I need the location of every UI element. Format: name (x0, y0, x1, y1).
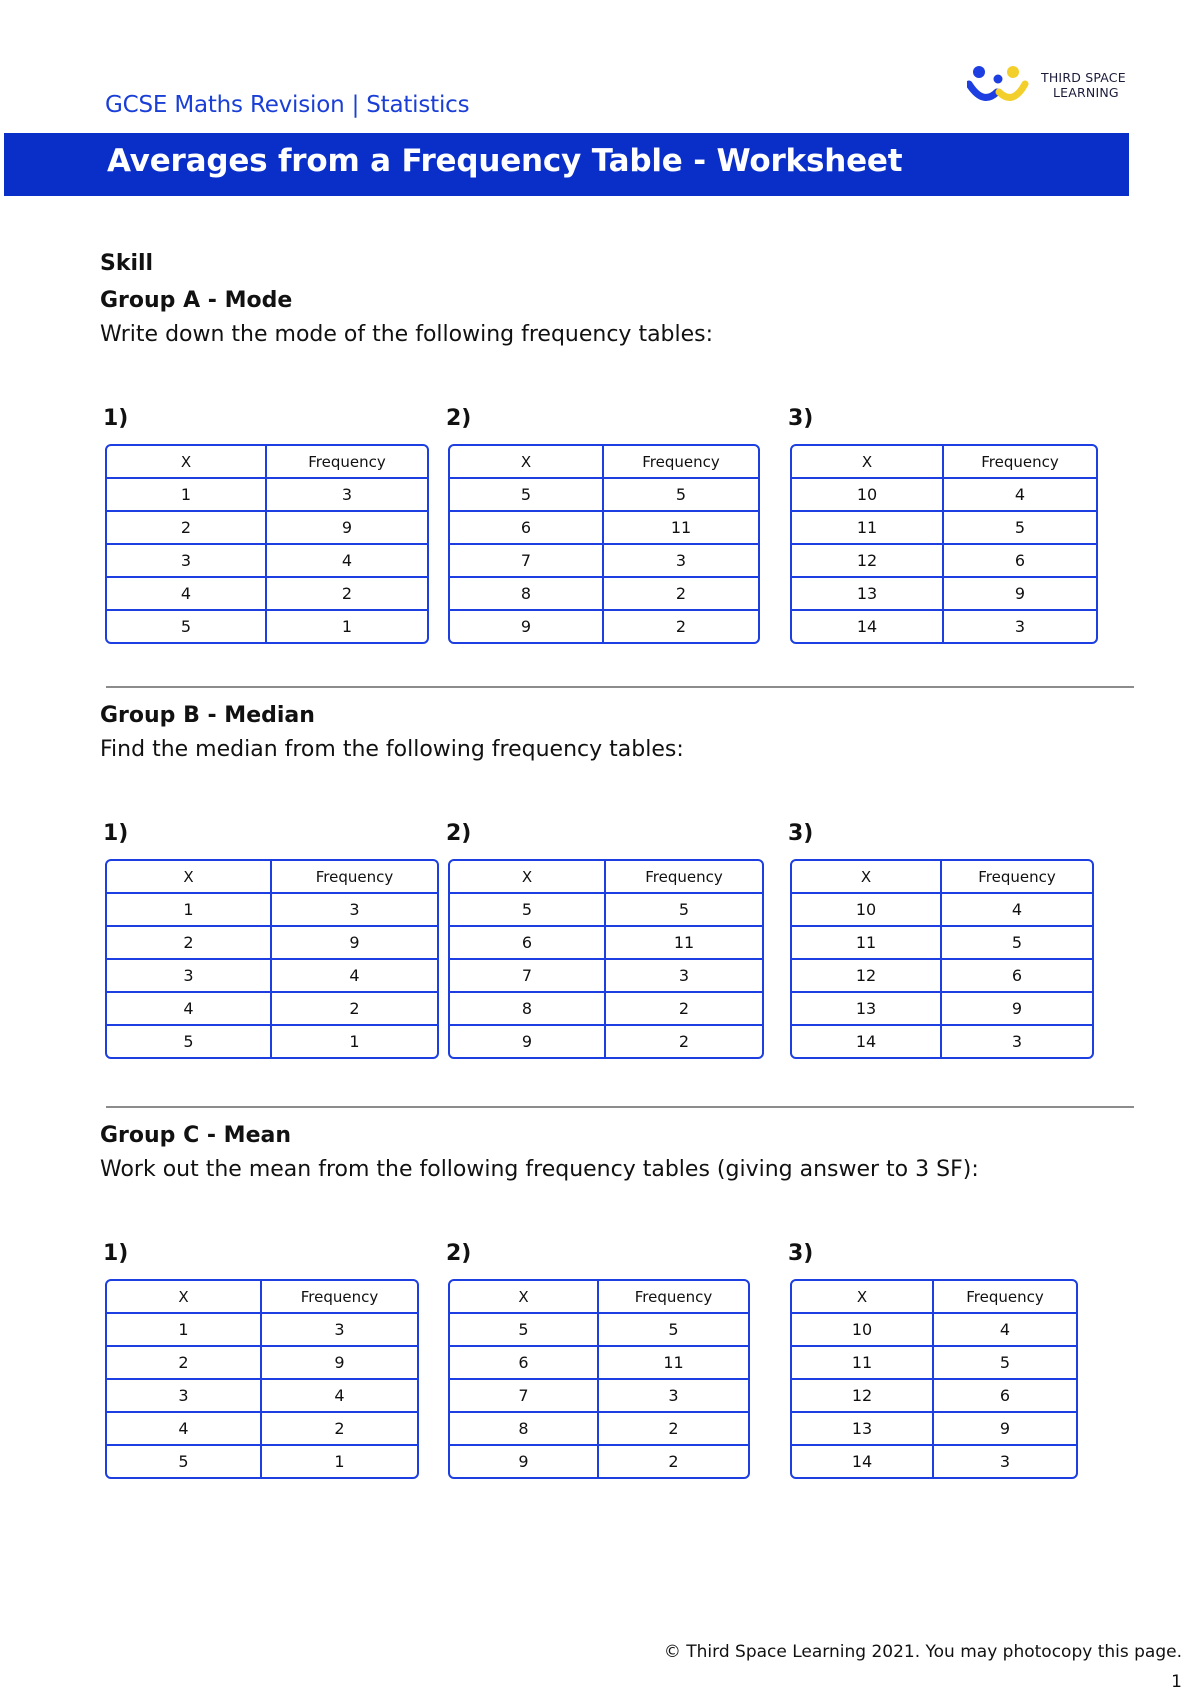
cell-frequency: 9 (944, 578, 1096, 611)
cell-frequency: 11 (599, 1347, 748, 1380)
cell-x: 12 (792, 545, 944, 578)
cell-frequency: 3 (267, 479, 427, 512)
cell-frequency: 9 (934, 1413, 1076, 1446)
page-number: 1 (1171, 1672, 1182, 1692)
cell-frequency: 9 (942, 993, 1092, 1026)
cell-x: 10 (792, 894, 942, 927)
cell-frequency: 4 (934, 1314, 1076, 1347)
cell-frequency: 1 (349, 1032, 360, 1051)
header-x: X (792, 861, 942, 894)
frequency-table (790, 1279, 1078, 1479)
page-title: Averages from a Frequency Table - Worksheet (107, 143, 903, 179)
group-b-section (100, 694, 1130, 1074)
cell-frequency: 4 (272, 960, 437, 993)
cell-x: 2 (107, 512, 267, 545)
frequency-table (105, 859, 439, 1059)
cell-frequency: 5 (934, 1347, 1076, 1380)
header-x: X (107, 861, 272, 894)
cell-frequency: 9 (272, 927, 437, 960)
group-instruction: Write down the mode of the following frequency tables: (100, 322, 714, 347)
cell-frequency: 5 (944, 512, 1096, 545)
cell-frequency: 4 (944, 479, 1096, 512)
header-x: X (107, 1281, 262, 1314)
skill-label-block (100, 251, 1130, 276)
cell-x: 12 (792, 1380, 934, 1413)
frequency-table (448, 1279, 750, 1479)
cell-x: 2 (107, 927, 272, 960)
cell-frequency: 5 (606, 894, 762, 927)
cell-x: 9 (450, 1026, 606, 1057)
cell-frequency: 5 (942, 927, 1092, 960)
cell-frequency: 5 (604, 479, 758, 512)
cell-x: 4 (107, 1413, 262, 1446)
cell-x: 14 (792, 1026, 942, 1057)
frequency-table (105, 444, 429, 644)
cell-frequency: 11 (606, 927, 762, 960)
cell-x: 3 (107, 545, 267, 578)
cell-x: 4 (107, 993, 272, 1026)
group-instruction: Find the median from the following frequency tables: (100, 737, 684, 762)
group-heading: Group C - Mean (100, 1123, 292, 1148)
header-x: X (450, 446, 604, 479)
cell-x: 6 (450, 512, 604, 545)
cell-x: 14 (792, 611, 944, 642)
cell-x: 8 (450, 993, 606, 1026)
header-frequency: Frequency (272, 861, 437, 894)
frequency-table (790, 859, 1094, 1059)
title-banner (4, 133, 1129, 196)
group-c-section (100, 1114, 1130, 1494)
cell-x: 8 (450, 1413, 599, 1446)
cell-x: 13 (792, 1413, 934, 1446)
cell-frequency: 1 (334, 1452, 345, 1471)
cell-x: 5 (107, 1446, 262, 1477)
group-instruction: Work out the mean from the following frequency tables (giving answer to 3 SF): (100, 1157, 979, 1182)
group-heading: Group B - Median (100, 703, 315, 728)
cell-x: 6 (450, 1347, 599, 1380)
section-divider (106, 1106, 1134, 1108)
cell-frequency: 2 (668, 1452, 679, 1471)
cell-x: 2 (107, 1347, 262, 1380)
header-frequency: Frequency (604, 446, 758, 479)
cell-x: 8 (450, 578, 604, 611)
page-subtitle: GCSE Maths Revision | Statistics (105, 92, 470, 118)
frequency-table (105, 1279, 419, 1479)
cell-x: 3 (107, 1380, 262, 1413)
question-number: 1) (103, 406, 129, 431)
question-number: 3) (788, 821, 814, 846)
cell-frequency: 6 (944, 545, 1096, 578)
third-space-learning-logo (967, 62, 1147, 108)
cell-frequency: 4 (262, 1380, 417, 1413)
header-x: X (792, 446, 944, 479)
cell-x: 13 (792, 993, 942, 1026)
group-a-section (100, 279, 1130, 659)
cell-frequency: 2 (606, 993, 762, 1026)
cell-frequency: 9 (267, 512, 427, 545)
cell-frequency: 3 (1014, 617, 1026, 636)
cell-x: 11 (792, 1347, 934, 1380)
cell-x: 1 (107, 894, 272, 927)
cell-x: 1 (107, 479, 267, 512)
cell-frequency: 6 (942, 960, 1092, 993)
cell-frequency: 4 (942, 894, 1092, 927)
question-number: 2) (446, 1241, 472, 1266)
cell-x: 5 (107, 611, 267, 642)
cell-x: 5 (450, 479, 604, 512)
cell-x: 11 (792, 927, 942, 960)
header-x: X (450, 1281, 599, 1314)
cell-x: 10 (792, 1314, 934, 1347)
cell-frequency: 2 (604, 578, 758, 611)
skill-label: Skill (100, 251, 154, 276)
logo-mark-icon (967, 62, 1037, 108)
cell-x: 7 (450, 545, 604, 578)
cell-x: 5 (450, 894, 606, 927)
header-frequency: Frequency (267, 446, 427, 479)
cell-frequency: 2 (675, 617, 687, 636)
cell-frequency: 5 (599, 1314, 748, 1347)
cell-frequency: 3 (272, 894, 437, 927)
frequency-table (448, 444, 760, 644)
cell-frequency: 11 (604, 512, 758, 545)
header-x: X (107, 446, 267, 479)
question-number: 3) (788, 1241, 814, 1266)
cell-x: 1 (107, 1314, 262, 1347)
cell-x: 6 (450, 927, 606, 960)
header-frequency: Frequency (942, 861, 1092, 894)
cell-frequency: 2 (272, 993, 437, 1026)
question-number: 2) (446, 821, 472, 846)
cell-x: 10 (792, 479, 944, 512)
cell-frequency: 3 (604, 545, 758, 578)
cell-frequency: 4 (267, 545, 427, 578)
cell-frequency: 3 (999, 1452, 1011, 1471)
header-frequency: Frequency (606, 861, 762, 894)
cell-frequency: 3 (606, 960, 762, 993)
cell-x: 9 (450, 611, 604, 642)
header-frequency: Frequency (934, 1281, 1076, 1314)
cell-x: 14 (792, 1446, 934, 1477)
cell-frequency: 2 (262, 1413, 417, 1446)
cell-x: 4 (107, 578, 267, 611)
cell-frequency: 3 (262, 1314, 417, 1347)
question-number: 1) (103, 821, 129, 846)
logo-text-line2: LEARNING (1053, 85, 1119, 100)
cell-frequency: 9 (262, 1347, 417, 1380)
frequency-table (448, 859, 764, 1059)
cell-frequency: 2 (599, 1413, 748, 1446)
cell-frequency: 1 (341, 617, 353, 636)
copyright-footer: © Third Space Learning 2021. You may photocopy this page. (663, 1642, 1182, 1662)
logo-text-line1: THIRD SPACE (1041, 70, 1126, 85)
cell-x: 3 (107, 960, 272, 993)
cell-frequency: 2 (267, 578, 427, 611)
section-divider (106, 686, 1134, 688)
question-number: 2) (446, 406, 472, 431)
question-number: 3) (788, 406, 814, 431)
cell-frequency: 6 (934, 1380, 1076, 1413)
cell-x: 9 (450, 1446, 599, 1477)
header-frequency: Frequency (944, 446, 1096, 479)
header-frequency: Frequency (599, 1281, 748, 1314)
header-frequency: Frequency (262, 1281, 417, 1314)
cell-frequency: 3 (599, 1380, 748, 1413)
cell-x: 12 (792, 960, 942, 993)
header-x: X (792, 1281, 934, 1314)
frequency-table (790, 444, 1098, 644)
cell-x: 11 (792, 512, 944, 545)
group-heading: Group A - Mode (100, 288, 293, 313)
question-number: 1) (103, 1241, 129, 1266)
cell-x: 7 (450, 1380, 599, 1413)
cell-frequency: 2 (678, 1032, 690, 1051)
cell-x: 5 (450, 1314, 599, 1347)
header-x: X (450, 861, 606, 894)
cell-x: 7 (450, 960, 606, 993)
cell-x: 13 (792, 578, 944, 611)
cell-frequency: 3 (1011, 1032, 1023, 1051)
cell-x: 5 (107, 1026, 272, 1057)
